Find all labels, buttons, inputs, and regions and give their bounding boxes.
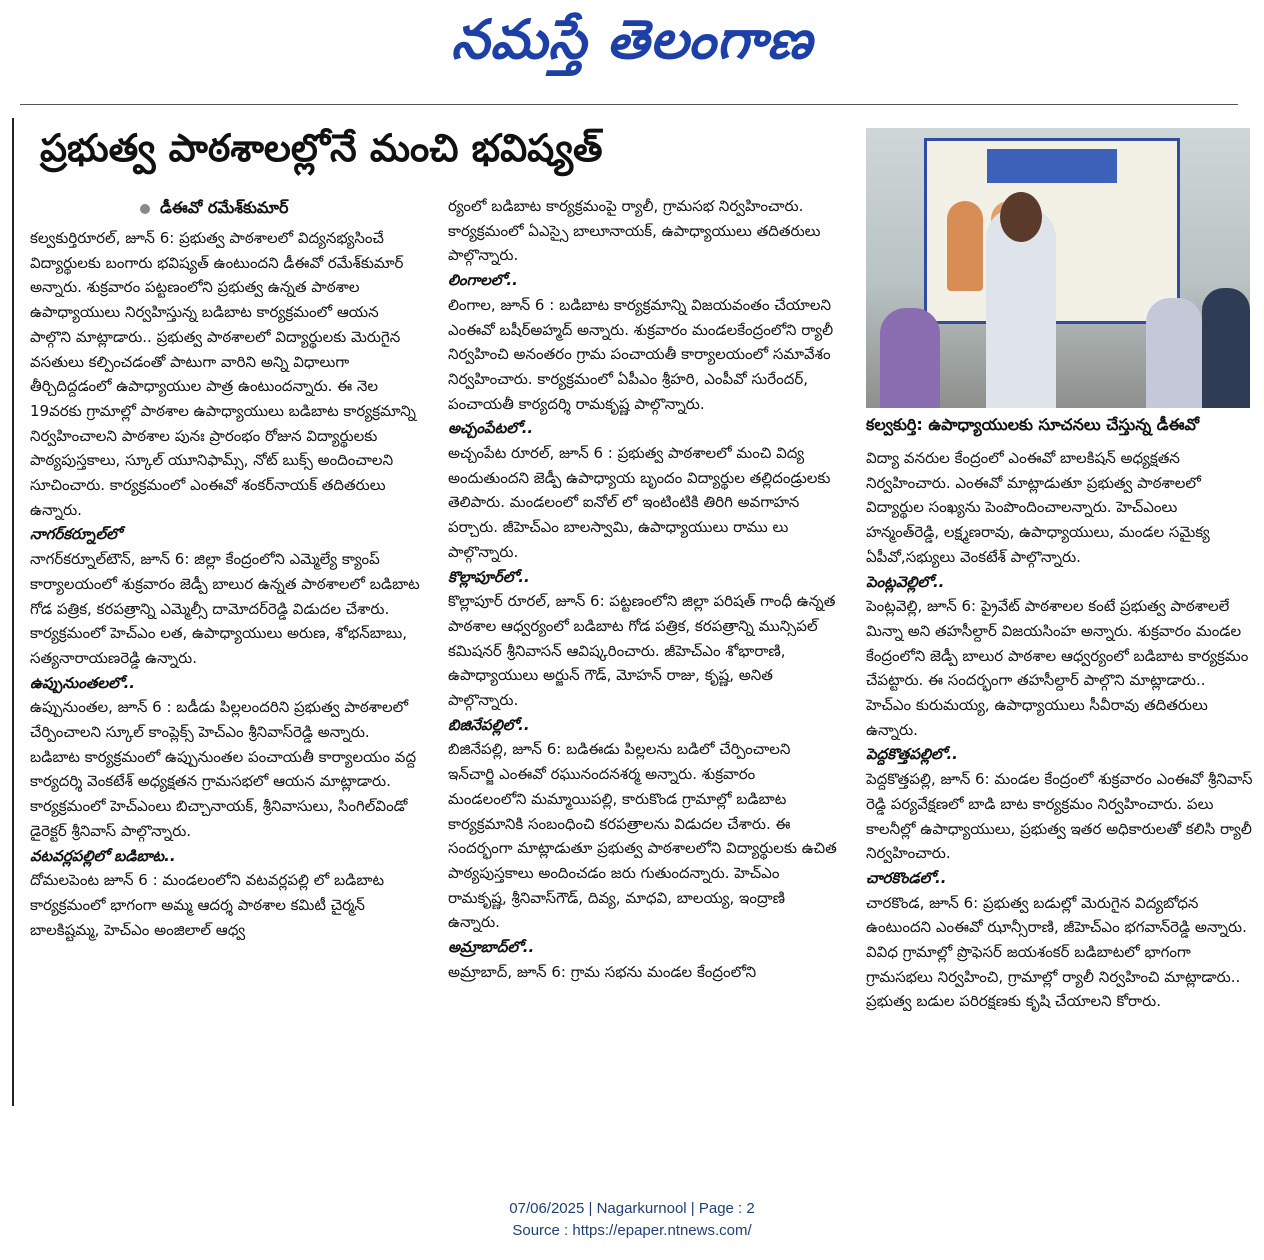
article-headline: ప్రభుత్వ పాఠశాలల్లోనే మంచి భవిష్యత్ [40, 126, 603, 170]
source-link[interactable]: Source : https://epaper.ntnews.com/ [512, 1222, 752, 1239]
edition-info: 07/06/2025 | Nagarkurnool | Page : 2 [509, 1200, 755, 1217]
article-paragraph: అచ్చంపేట రూరల్, జూన్ 6 : ప్రభుత్వ పాఠశాలలో మంచి విద్య అందుతుందని జెడ్పీ ఉపాధ్యాయ బృందం విద్యార్థుల తల్లిదండ్రులకు తెలిపారు. మండలంలో ఐనోల్ లో ఇంటింటికి తిరిగి అవగాహన పర్చారు. జీహెచ్‌ఎం బాలస్వామి, ఉపాధ్యాయులు రాము లు పాల్గొన్నారు. [448, 444, 831, 561]
seated-official-figure [1202, 288, 1250, 408]
page-footer [0, 1198, 1264, 1242]
article-paragraph: కల్వకుర్తిరూరల్, జూన్ 6: ప్రభుత్వ పాఠశాలలో విద్యనభ్యసించే విద్యార్థులకు బంగారు భవిష్యత్ ఉంటుందని డీఈవో రమేశ్‌కుమార్ అన్నారు. శుక్రవారం పట్టణంలోని ప్రభుత్వ ఉన్నత పాఠశాల ఉపాధ్యాయులు నిర్వహిస్తున్న బడిబాట కార్యక్రమంలో ఆయన పాల్గొని మాట్లాడారు.. ప్రభుత్వ పాఠశాలలో విద్యార్థులకు మెరుగైన వసతులు కల్పించడంతో పాటుగా వారిని అన్ని విధాలుగా తీర్చిదిద్దడంలో ఉపాధ్యాయుల పాత్ర ఉంటుందన్నారు. ఈ నెల 19వరకు గ్రామాల్లో పాఠశాల ఉపాధ్యాయులు బడిబాట కార్యక్రమాన్ని నిర్వహించాలని పాఠశాల పునః ప్రారంభం రోజున విద్యార్థులకు పాఠ్యపుస్తకాలు, స్కూల్ యూనిఫామ్స్, నోట్ బుక్స్ అందించాలని సూచించారు. కార్యక్రమంలో ఎంఈవో శంకర్‌నాయక్ తదితరులు ఉన్నారు. [30, 229, 416, 519]
section-subheading: బిజినేపల్లిలో.. [448, 715, 530, 734]
section-subheading: వటవర్లపల్లిలో బడిబాట.. [30, 846, 176, 865]
seated-official-figure [1146, 298, 1202, 408]
article-column-2 [448, 194, 838, 1108]
section-subheading: అమ్రాబాద్‌లో.. [448, 938, 535, 957]
section-subheading: కొల్లాపూర్‌లో.. [448, 567, 530, 586]
section-subheading: ఉప్పునుంతలలో.. [30, 673, 135, 692]
article-column-1 [30, 226, 422, 1108]
article-paragraph: విద్యా వనరుల కేంద్రంలో ఎంఈవో బాలకిషన్ అధ్యక్షతన నిర్వహించారు. ఎంఈవో మాట్లాడుతూ ప్రభుత్వ పాఠశాలలో విద్యార్థుల సంఖ్యను పెంపొందించాలన్నారు. హెచ్‌ఎంలు హన్మంత్‌రెడ్డి, లక్ష్మణరావు, ఉపాధ్యాయులు, మండల సమైక్య ఏపీవో,సభ్యులు వెంకటేశ్ పాల్గొన్నారు. [866, 449, 1210, 566]
article-paragraph: దోమలపెంట జూన్ 6 : మండలంలోని వటవర్లపల్లి లో బడిబాట కార్యక్రమంలో భాగంగా అమ్మ ఆదర్శ పాఠశాల కమిటీ చైర్మన్ బాలకిష్టమ్మ, హెచ్‌ఎం అంజిలాల్ ఆధ్వ [30, 871, 385, 939]
section-subheading: పెద్దకొత్తపల్లిలో.. [866, 745, 958, 764]
banner-child-figure [947, 201, 983, 291]
article-paragraph: పెంట్లవెల్లి, జూన్ 6: ప్రైవేట్ పాఠశాలల కంటే ప్రభుత్వ పాఠశాలలే మిన్నా అని తహసీల్దార్ విజయసింహ అన్నారు. శుక్రవారం మండల కేంద్రంలోని జెడ్పీ బాలుర పాఠశాల ఆధ్వర్యంలో బడిబాట కార్యక్రమం చేపట్టారు. ఈ సందర్భంగా తహసీల్దార్ పాల్గొని మాట్లాడారు.. హెచ్‌ఎం కురుమయ్య, ఉపాధ్యాయులు సీవీరావు తదితరులు ఉన్నారు. [866, 597, 1249, 739]
article-paragraph: పెద్దకొత్తపల్లి, జూన్ 6: మండల కేంద్రంలో శుక్రవారం ఎంఈవో శ్రీనివాస్ రెడ్డి పర్యవేక్షణలో బాడి బాట కార్యక్రమం నిర్వహించారు. పలు కాలనీల్లో ఉపాధ్యాయులు, ప్రభుత్వ ఇతర అధికారులతో కలిసి ర్యాలీ నిర్వహించారు. [866, 770, 1253, 863]
photo-caption: కల్వకుర్తి: ఉపాధ్యాయులకు సూచనలు చేస్తున్న డీఈవో [866, 415, 1200, 434]
seated-teacher-figure [880, 308, 940, 408]
banner-header [987, 149, 1117, 183]
bullet-icon [140, 204, 150, 214]
article-column-3 [866, 446, 1254, 1110]
article-paragraph: లింగాల, జూన్ 6 : బడిబాట కార్యక్రమాన్ని విజయవంతం చేయాలని ఎంఈవో బషీర్‌అహ్మద్ అన్నారు. శుక్రవారం మండలకేంద్రంలోని ర్యాలీ నిర్వహించి అనంతరం గ్రామ పంచాయతీ కార్యాలయంలో సమావేశం నిర్వహించారు. కార్యక్రమంలో ఏపీఎం శ్రీహరి, ఎంపీవో సురేందర్, పంచాయతీ కార్యదర్శి రామకృష్ణ పాల్గొన్నారు. [448, 295, 834, 413]
masthead-divider [20, 104, 1238, 105]
article-border [12, 118, 14, 1106]
section-subheading: నాగర్‌కర్నూల్‌లో [30, 525, 122, 544]
section-subheading: పెంట్లవెల్లిలో.. [866, 572, 945, 591]
section-subheading: చారకొండలో.. [866, 868, 947, 887]
article-paragraph: అమ్రాబాద్, జూన్ 6: గ్రామ సభను మండల కేంద్రంలోని [448, 962, 757, 981]
article-paragraph: ఉప్పునుంతల, జూన్ 6 : బడీడు పిల్లలందరిని ప్రభుత్వ పాఠశాలలో చేర్పించాలని స్కూల్ కాంప్లెక్స్ హెచ్‌ఎం శ్రీనివాస్‌రెడ్డి అన్నారు. బడిబాట కార్యక్రమంలో ఉప్పునుంతల పంచాయతీ కార్యాలయం వద్ద కార్యదర్శి వెంకటేశ్ అధ్యక్షతన గ్రామసభలో ఆయన మాట్లాడారు. కార్యక్రమంలో హెచ్‌ఎంలు బిచ్చానాయక్, శ్రీనివాసులు, సింగిల్‌విండో డైరెక్టర్ శ్రీనివాస్ పాల్గొన్నారు. [30, 698, 417, 840]
byline [140, 198, 288, 221]
masthead [0, 0, 1264, 100]
speaker-head [1000, 192, 1042, 242]
newspaper-title: నమస్తే తెలంగాణ [451, 8, 813, 71]
section-subheading: అచ్చంపేటలో.. [448, 419, 534, 438]
article-paragraph: కొల్లాపూర్ రూరల్, జూన్ 6: పట్టణంలోని జిల్లా పరిషత్ గాంధీ ఉన్నత పాఠశాల ఆధ్వర్యంలో బడిబాట గోడ పత్రిక, కరపత్రాన్ని మున్సిపల్ కమిషనర్ శ్రీనివాసన్ ఆవిష్కరించారు. జీహెచ్‌ఎం శోభారాణి, ఉపాధ్యాయులు అర్జున్ గౌడ్, మోహన్ రాజు, కృష్ణ, అనిత పాల్గొన్నారు. [448, 592, 836, 710]
article-paragraph: నాగర్‌కర్నూల్‌టౌన్, జూన్ 6: జిల్లా కేంద్రంలోని ఎమ్మెల్యే క్యాంప్ కార్యాలయంలో శుక్రవారం జెడ్పీ బాలుర ఉన్నత పాఠశాలలో బడిబాట గోడ పత్రిక, కరపత్రాన్ని ఎమ్మెల్సీ దామోదర్‌రెడ్డి విడుదల చేశారు. కార్యక్రమంలో హెచ్‌ఎం లత, ఉపాధ్యాయులు అరుణ, శోభన్‌బాబు, సత్యనారాయణరెడ్డి ఉన్నారు. [30, 550, 420, 667]
article-paragraph: ర్యంలో బడిబాట కార్యక్రమంపై ర్యాలీ, గ్రామసభ నిర్వహించారు. కార్యక్రమంలో ఏఎస్సై బాలూనాయక్, ఉపాధ్యాయులు తదితరులు పాల్గొన్నారు. [448, 197, 821, 265]
article-paragraph: చారకొండ, జూన్ 6: ప్రభుత్వ బడుల్లో మెరుగైన విద్యబోధన ఉంటుందని ఎంఈవో ఝాన్సీరాణి, జీహెచ్‌ఎం భగవాన్‌రెడ్డి అన్నారు. వివిధ గ్రామాల్లో ప్రొఫెసర్ జయశంకర్ బడిబాటలో భాగంగా గ్రామసభలు నిర్వహించి, గ్రామాల్లో ర్యాలీ నిర్వహించి మాట్లాడారు.. ప్రభుత్వ బడుల పరిరక్షణకు కృషి చేయాలని కోరారు. [866, 893, 1247, 1011]
article-photo [866, 128, 1250, 408]
article-paragraph: బిజినేపల్లి, జూన్ 6: బడిఈడు పిల్లలను బడిలో చేర్పించాలని ఇన్‌చార్జి ఎంఈవో రఘునందనశర్మ అన్నారు. శుక్రవారం మండలంలోని మమ్మాయిపల్లి, కారుకొండ గ్రామాల్లో బడిబాట కార్యక్రమానికి సంబంధించి కరపత్రాలను విడుదల చేశారు. ఈ సందర్భంగా మాట్లాడుతూ ప్రభుత్వ పాఠశాలలోని విద్యార్థులకు ఉచిత పాఠ్యపుస్తకాలు అందించడం జరు గుతుందన్నారు. హెచ్‌ఎం రామకృష్ణ, శ్రీనివాస్‌గౌడ్, దివ్య, మాధవి, బాలయ్య, ఇంద్రాణి ఉన్నారు. [448, 740, 837, 932]
section-subheading: లింగాలలో.. [448, 271, 518, 290]
byline-text: డీఈవో రమేశ్‌కుమార్ [160, 198, 289, 217]
